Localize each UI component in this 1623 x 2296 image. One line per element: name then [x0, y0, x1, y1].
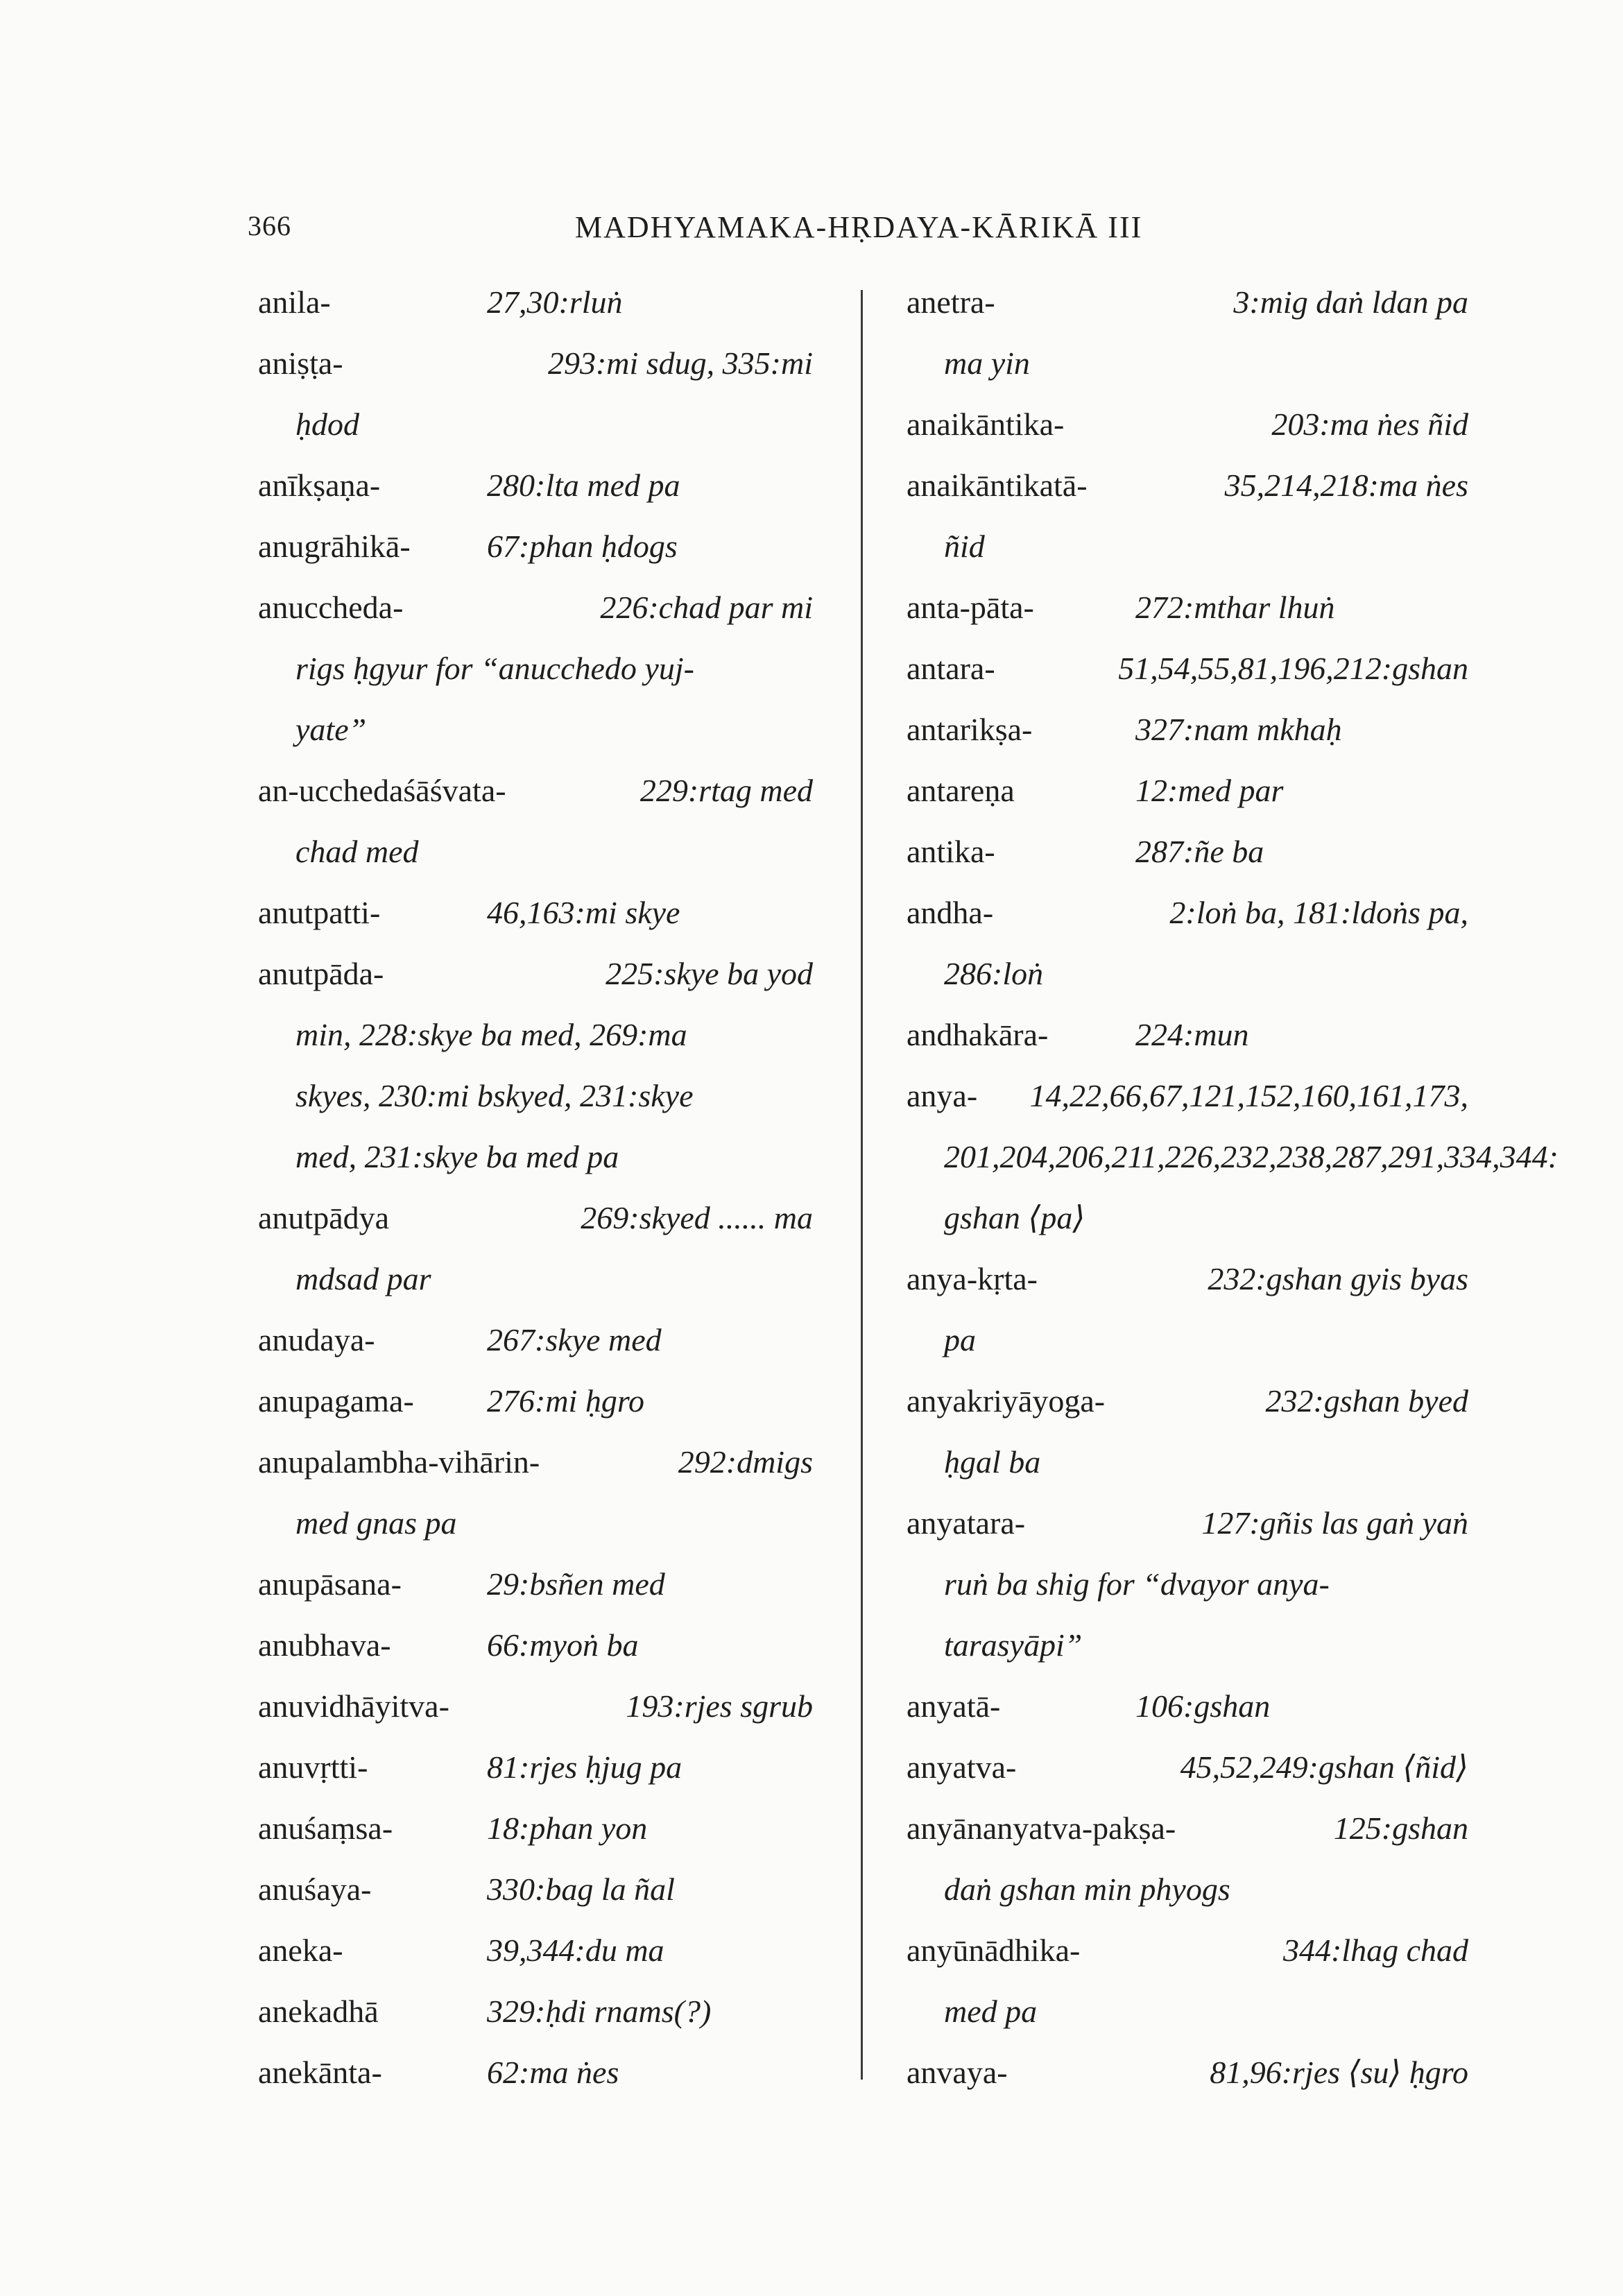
page-header: [0, 209, 1623, 265]
entry-term: anugrāhikā-: [258, 529, 411, 564]
index-entry: [907, 1249, 1468, 1371]
index-entry: [258, 1371, 813, 1432]
entry-term: antarikṣa-: [907, 712, 1033, 747]
index-entry: [258, 1920, 813, 1981]
index-entry: [907, 272, 1468, 394]
entry-term: antareṇa: [907, 773, 1015, 808]
entry-headword-line: [258, 333, 813, 394]
entry-continuation-line: ḥgal ba: [944, 1444, 1041, 1480]
entry-continuation-line: pa: [944, 1322, 976, 1357]
entry-term: anyatva-: [907, 1749, 1017, 1785]
entry-term: anya-: [907, 1078, 978, 1113]
entry-headword-line: [907, 1371, 1468, 1432]
entry-term: anyatā-: [907, 1688, 1001, 1724]
entry-headword-line: [907, 760, 1468, 821]
entry-headword-line: [907, 699, 1468, 760]
entry-headword-line: [258, 577, 813, 638]
index-entry: [258, 1859, 813, 1920]
entry-continuation-line: gshan ⟨pa⟩: [944, 1200, 1085, 1235]
entry-term: anya-kṛta-: [907, 1261, 1038, 1296]
index-entry: [907, 1676, 1468, 1737]
index-entry: [258, 1432, 813, 1554]
entry-gloss: 46,163:mi skye: [487, 895, 680, 930]
entry-term: anuvṛtti-: [258, 1749, 368, 1785]
entry-gloss: 276:mi ḥgro: [487, 1383, 645, 1419]
index-entry: [907, 394, 1468, 455]
page-number: 366: [248, 210, 291, 241]
entry-continuation-line: mdsad par: [295, 1261, 431, 1296]
entry-headword-line: [907, 882, 1468, 943]
entry-headword-line: [907, 821, 1468, 882]
entry-continuation-line: ñid: [944, 529, 985, 564]
entry-headword-line: [907, 1798, 1468, 1859]
entry-continuation-line: tarasyāpi”: [944, 1627, 1083, 1663]
entry-gloss: 229:rtag med: [639, 773, 813, 808]
index-entry: [258, 1798, 813, 1859]
entry-term: anetra-: [907, 284, 995, 320]
index-entry: [907, 577, 1468, 638]
index-entry: [258, 882, 813, 943]
entry-term: andha-: [907, 895, 994, 930]
entry-continuation-line: 201,204,206,211,226,232,238,287,291,334,344:: [944, 1139, 1558, 1174]
entry-headword-line: [907, 638, 1468, 699]
entry-gloss: 127:gñis las gaṅ yaṅ: [1201, 1505, 1468, 1541]
entry-headword-line: [258, 882, 813, 943]
entry-gloss: 280:lta med pa: [487, 468, 680, 503]
index-entry: [258, 2042, 813, 2103]
entry-gloss: 330:bag la ñal: [487, 1871, 675, 1907]
entry-continuation-line: rigs ḥgyur for “anucchedo yuj-: [295, 651, 694, 686]
entry-headword-line: [258, 1615, 813, 1676]
entry-gloss: 67:phan ḥdogs: [487, 529, 678, 564]
entry-term: anubhava-: [258, 1627, 391, 1663]
index-entry: [907, 821, 1468, 882]
entry-gloss: 106:gshan: [1135, 1688, 1271, 1724]
entry-continuation-line: med gnas pa: [295, 1505, 457, 1541]
entry-term: anutpāda-: [258, 956, 384, 991]
entry-gloss: 272:mthar lhuṅ: [1135, 590, 1335, 625]
index-entry: [258, 1615, 813, 1676]
index-entry: [907, 455, 1468, 577]
entry-headword-line: [907, 272, 1468, 333]
entry-gloss: 29:bsñen med: [487, 1566, 665, 1602]
entry-gloss: 3:mig daṅ ldan pa: [1233, 284, 1468, 320]
entry-term: aniṣṭa-: [258, 345, 343, 381]
index-entry: [907, 760, 1468, 821]
entry-gloss: 232:gshan byed: [1265, 1383, 1468, 1419]
index-entry: [258, 1188, 813, 1310]
entry-headword-line: [258, 1798, 813, 1859]
entry-gloss: 287:ñe ba: [1135, 834, 1264, 869]
entry-headword-line: [258, 1676, 813, 1737]
index-entry: [258, 1676, 813, 1737]
entry-continuation-line: daṅ gshan min phyogs: [944, 1871, 1230, 1907]
entry-term: anutpatti-: [258, 895, 381, 930]
entry-gloss: 293:mi sdug, 335:mi: [547, 345, 813, 381]
entry-headword-line: [907, 1065, 1468, 1126]
entry-gloss: 327:nam mkhaḥ: [1135, 712, 1342, 747]
entry-headword-line: [907, 1737, 1468, 1798]
entry-headword-line: [907, 455, 1468, 516]
index-entry: [258, 1554, 813, 1615]
entry-term: anupāsana-: [258, 1566, 402, 1602]
entry-continuation-line: 286:loṅ: [944, 956, 1044, 991]
entry-gloss: 66:myoṅ ba: [487, 1627, 639, 1663]
index-entry: [907, 1920, 1468, 2042]
running-title: MADHYAMAKA-HṚDAYA-KĀRIKĀ III: [575, 210, 1143, 244]
entry-headword-line: [907, 2042, 1468, 2103]
index-entry: [907, 1798, 1468, 1920]
entry-term: anvaya-: [907, 2055, 1008, 2090]
entry-term: anila-: [258, 284, 331, 320]
entry-term: anutpādya: [258, 1200, 390, 1235]
entry-gloss: 81:rjes ḥjug pa: [487, 1749, 682, 1785]
entry-term: anaikāntika-: [907, 406, 1065, 442]
entry-headword-line: [907, 1920, 1468, 1981]
index-entry: [907, 1065, 1558, 1249]
index-entry: [258, 455, 813, 516]
right-column: [907, 272, 1558, 2103]
entry-term: anekadhā: [258, 1994, 379, 2029]
entry-gloss: 35,214,218:ma ṅes: [1224, 468, 1468, 503]
entry-headword-line: [258, 516, 813, 577]
entry-continuation-line: chad med: [295, 834, 419, 869]
entry-gloss: 292:dmigs: [678, 1444, 813, 1480]
entry-continuation-line: ruṅ ba shig for “dvayor anya-: [944, 1566, 1330, 1602]
index-entry: [907, 1371, 1468, 1493]
entry-gloss: 232:gshan gyis byas: [1208, 1261, 1468, 1296]
entry-headword-line: [258, 1310, 813, 1371]
entry-gloss: 18:phan yon: [487, 1810, 648, 1846]
entry-term: aneka-: [258, 1933, 343, 1968]
entry-headword-line: [258, 760, 813, 821]
entry-continuation-line: med pa: [944, 1994, 1038, 2029]
entry-continuation-line: skyes, 230:mi bskyed, 231:skye: [295, 1078, 694, 1113]
entry-gloss: 344:lhag chad: [1282, 1933, 1468, 1968]
entry-headword-line: [258, 1188, 813, 1249]
entry-term: anta-pāta-: [907, 590, 1034, 625]
entry-headword-line: [258, 1554, 813, 1615]
entry-gloss: 267:skye med: [487, 1322, 662, 1357]
entry-term: anaikāntikatā-: [907, 468, 1088, 503]
entry-gloss: 27,30:rluṅ: [487, 284, 623, 320]
index-entry: [907, 2042, 1468, 2103]
entry-gloss: 51,54,55,81,196,212:gshan: [1118, 651, 1468, 686]
entry-gloss: 14,22,66,67,121,152,160,161,173,: [1029, 1078, 1468, 1113]
entry-term: anudaya-: [258, 1322, 375, 1357]
entry-term: antika-: [907, 834, 995, 869]
index-entry: [258, 577, 813, 760]
entry-headword-line: [907, 1493, 1468, 1554]
entry-term: anekānta-: [258, 2055, 382, 2090]
index-entry: [907, 1737, 1468, 1798]
entry-term: anyakriyāyoga-: [907, 1383, 1106, 1419]
entry-gloss: 329:ḥdi rnams(?): [487, 1994, 712, 2029]
entry-term: anuccheda-: [258, 590, 404, 625]
entry-term: anyūnādhika-: [907, 1933, 1081, 1968]
index-entry: [258, 333, 813, 455]
entry-headword-line: [258, 943, 813, 1004]
index-entry: [258, 1981, 813, 2042]
entry-term: anupalambha-vihārin-: [258, 1444, 540, 1480]
entry-continuation-line: ma yin: [944, 345, 1030, 381]
index-entry: [258, 272, 813, 333]
entry-term: anuvidhāyitva-: [258, 1688, 449, 1724]
entry-term: andhakāra-: [907, 1017, 1049, 1052]
entry-headword-line: [907, 394, 1468, 455]
index-entry: [907, 882, 1468, 1004]
index-entry: [907, 699, 1468, 760]
entry-term: anyānanyatva-pakṣa-: [907, 1810, 1176, 1846]
entry-term: anuśaya-: [258, 1871, 372, 1907]
entry-headword-line: [907, 577, 1468, 638]
entry-headword-line: [907, 1676, 1468, 1737]
entry-gloss: 81,96:rjes ⟨su⟩ ḥgro: [1210, 2055, 1468, 2090]
index-entry: [258, 1737, 813, 1798]
entry-headword-line: [258, 1737, 813, 1798]
entry-term: antara-: [907, 651, 995, 686]
entry-continuation-line: med, 231:skye ba med pa: [295, 1139, 619, 1174]
entry-headword-line: [258, 455, 813, 516]
entry-headword-line: [907, 1249, 1468, 1310]
entry-continuation-line: yate”: [295, 712, 367, 747]
entry-gloss: 269:skyed ...... ma: [581, 1200, 813, 1235]
entry-headword-line: [258, 1981, 813, 2042]
index-entry: [258, 943, 813, 1188]
index-entry: [258, 1310, 813, 1371]
entry-gloss: 225:skye ba yod: [606, 956, 813, 991]
entry-gloss: 62:ma ṅes: [487, 2055, 619, 2090]
entry-term: an-ucchedaśāśvata-: [258, 773, 506, 808]
entry-term: anuśaṃsa-: [258, 1810, 393, 1846]
entry-gloss: 224:mun: [1135, 1017, 1249, 1052]
index-entry: [907, 1493, 1468, 1676]
entry-gloss: 125:gshan: [1333, 1810, 1468, 1846]
entry-term: anupagama-: [258, 1383, 414, 1419]
index-entry: [258, 760, 813, 882]
entry-headword-line: [907, 1004, 1468, 1065]
entry-term: anīkṣaṇa-: [258, 468, 381, 503]
index-entry: [258, 516, 813, 577]
entry-gloss: 203:ma ṅes ñid: [1271, 406, 1468, 442]
entry-headword-line: [258, 2042, 813, 2103]
entry-gloss: 45,52,249:gshan ⟨ñid⟩: [1180, 1749, 1468, 1785]
entry-gloss: 2:loṅ ba, 181:ldoṅs pa,: [1169, 895, 1468, 930]
entry-gloss: 193:rjes sgrub: [626, 1688, 813, 1724]
index-entry: [907, 638, 1468, 699]
index-entry: [907, 1004, 1468, 1065]
entry-term: anyatara-: [907, 1505, 1026, 1541]
entry-headword-line: [258, 1432, 813, 1493]
entry-continuation-line: ḥdod: [295, 406, 359, 442]
entry-headword-line: [258, 272, 813, 333]
entry-gloss: 226:chad par mi: [600, 590, 813, 625]
entry-headword-line: [258, 1859, 813, 1920]
column-divider: [861, 290, 863, 2080]
entry-continuation-line: min, 228:skye ba med, 269:ma: [295, 1017, 687, 1052]
entry-gloss: 39,344:du ma: [487, 1933, 664, 1968]
entry-headword-line: [258, 1371, 813, 1432]
left-column: [258, 272, 813, 2103]
entry-headword-line: [258, 1920, 813, 1981]
entry-gloss: 12:med par: [1135, 773, 1284, 808]
